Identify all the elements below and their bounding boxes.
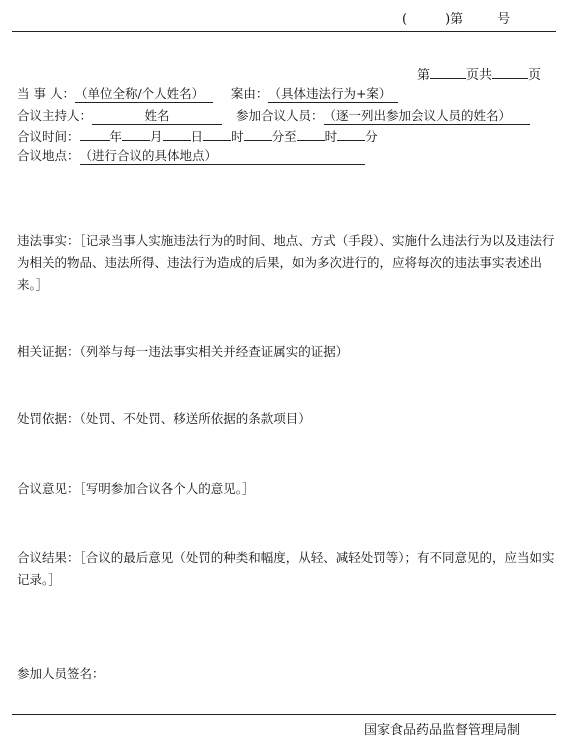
- host-value: 姓名: [92, 106, 222, 125]
- page-count: [417, 64, 541, 83]
- opinions-text: ［写明参加合议各个人的意见。］: [79, 481, 255, 496]
- party-label: 当 事 人：: [17, 86, 75, 101]
- facts-label: 违法事实：: [17, 233, 80, 248]
- participants-value: （逐一列出参加会议人员的姓名）: [324, 106, 530, 125]
- meeting-time-month: 月: [150, 129, 163, 144]
- doc-number-di: 第: [450, 12, 464, 27]
- opinions-label: 合议意见：: [17, 481, 80, 496]
- party-value: （单位全称/个人姓名）: [75, 84, 213, 103]
- top-rule: [12, 31, 556, 32]
- meeting-place-value: （进行合议的具体地点）: [80, 146, 365, 165]
- meeting-place-label: 合议地点：: [17, 148, 80, 163]
- doc-number-right-paren: ): [445, 12, 451, 27]
- evidence-label: 相关证据：: [17, 344, 80, 359]
- signatures-row: [17, 664, 105, 682]
- penalty-basis-text: （处罚、不处罚、移送所依据的条款项目）: [79, 411, 311, 426]
- meeting-time-minute: 分至: [271, 129, 297, 144]
- result-label: 合议结果：: [17, 550, 80, 565]
- penalty-basis-label: 处罚依据：: [17, 411, 80, 426]
- evidence-section: [17, 341, 557, 363]
- party-row: [17, 84, 398, 103]
- document-number: [402, 8, 510, 27]
- host-label: 合议主持人：: [17, 108, 93, 123]
- page-count-di: 第: [417, 68, 431, 83]
- host-row: [17, 106, 530, 125]
- penalty-basis-section: [17, 408, 557, 430]
- opinions-section: [17, 478, 557, 500]
- doc-number-hao: 号: [497, 12, 511, 27]
- doc-number-left-paren: (: [402, 12, 408, 27]
- meeting-time-day: 日: [190, 129, 204, 144]
- facts-section: [17, 230, 557, 296]
- meeting-time-year: 年: [109, 129, 123, 144]
- footer-issuer: 国家食品药品监督管理局制: [364, 723, 521, 738]
- evidence-text: （列举与每一违法事实相关并经查证属实的证据）: [79, 344, 349, 359]
- facts-text: ［记录当事人实施违法行为的时间、地点、方式（手段）、实施什么违法行为以及违法行为相关的物品、违法所得、违法行为造成的后果，如为多次进行的，应将每次的违法事实表述出来。］: [17, 233, 555, 292]
- signatures-label: 参加人员签名：: [17, 666, 105, 681]
- page-count-ye: 页: [528, 68, 542, 83]
- result-text: ［合议的最后意见（处罚的种类和幅度，从轻、减轻处罚等）；有不同意见的，应当如实记录。］: [17, 550, 555, 587]
- participants-label: 参加合议人员：: [235, 108, 324, 123]
- result-section: [17, 547, 557, 591]
- meeting-time-minute2: 分: [365, 129, 378, 144]
- meeting-time-hour: 时: [231, 129, 244, 144]
- bottom-rule: [12, 714, 556, 715]
- meeting-time-row: [17, 126, 378, 145]
- page-count-ye-gong: 页共: [466, 68, 493, 83]
- case-cause-label: 案由：: [230, 86, 269, 101]
- meeting-place-row: [17, 146, 365, 165]
- case-cause-value: （具体违法行为+案）: [268, 84, 398, 103]
- meeting-time-label: 合议时间：: [17, 129, 80, 144]
- meeting-time-hour2: 时: [324, 129, 338, 144]
